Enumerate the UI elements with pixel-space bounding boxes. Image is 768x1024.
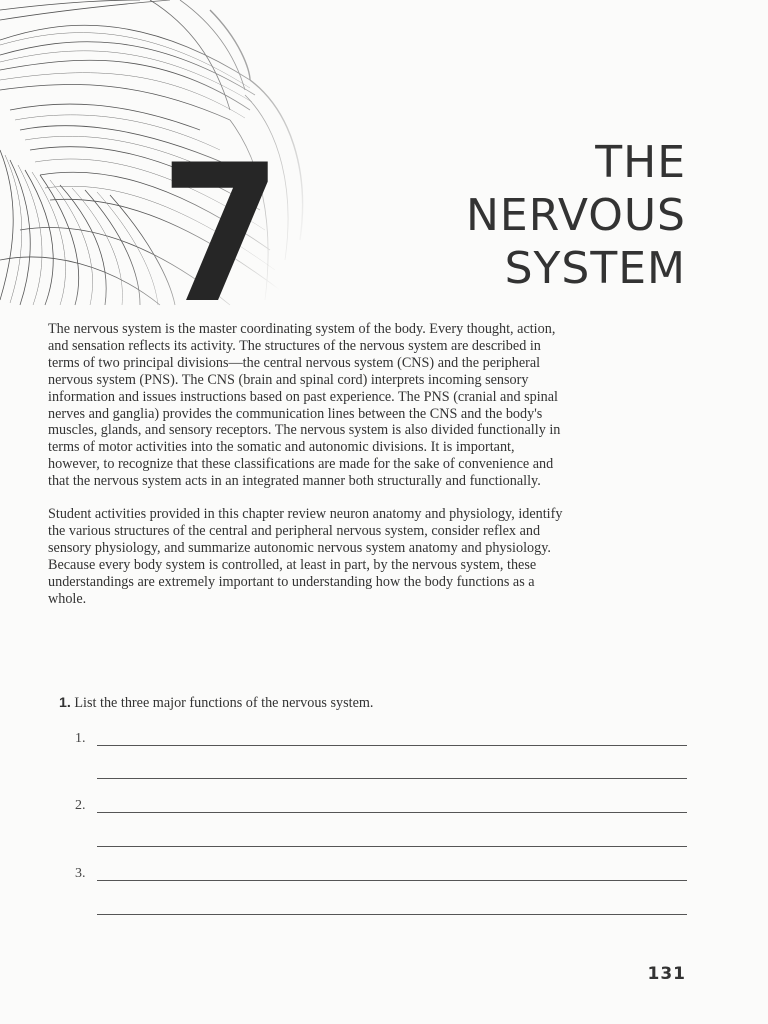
answer-line-1a[interactable] [97,745,687,746]
intro-paragraph-2: Student activities provided in this chapter review neuron anatomy and physiology, identify the various structures of the central and peripheral nervous system, consider reflex and sensory physiology, and summarize autonomic nervous system anatomy and physiology. Because every body system is controlled, at least in part, by the nervous system, these understandings are extremely important to understanding how the body functions as a whole. [48,506,563,607]
question-text: List the three major functions of the nervous system. [74,695,374,711]
answer-line-2a[interactable] [97,812,687,813]
chapter-number: 7 [160,124,278,345]
question-number: 1. [59,695,71,711]
chapter-title-line-1: THE [595,137,686,188]
chapter-title [466,136,686,295]
chapter-title-line-2: NERVOUS [466,190,686,241]
page-number: 131 [647,964,686,984]
question-1 [59,695,373,712]
answer-number-3: 3. [75,866,86,881]
chapter-title-line-3: SYSTEM [504,243,686,294]
answer-line-3a[interactable] [97,880,687,881]
answer-number-2: 2. [75,798,86,813]
answer-line-3b[interactable] [97,914,687,915]
answer-line-2b[interactable] [97,846,687,847]
answer-number-1: 1. [75,731,86,746]
chapter-introduction [48,321,563,624]
intro-paragraph-1: The nervous system is the master coordinating system of the body. Every thought, action, and sensation reflects its activity. The structures of the nervous system are described in terms of two principal divisions—the central nervous system (CNS) and the peripheral nervous system (PNS). The CNS (brain and spinal cord) interprets incoming sensory information and issues instructions based on past experience. The PNS (cranial and spinal nerves and ganglia) provides the communication lines between the CNS and the body's muscles, glands, and sensory receptors. The nervous system is also divided functionally in terms of motor activities into the somatic and autonomic divisions. It is important, however, to recognize that these classifications are made for the sake of convenience and that the nervous system acts in an integrated manner both structurally and functionally. [48,321,561,490]
answer-line-1b[interactable] [97,778,687,779]
